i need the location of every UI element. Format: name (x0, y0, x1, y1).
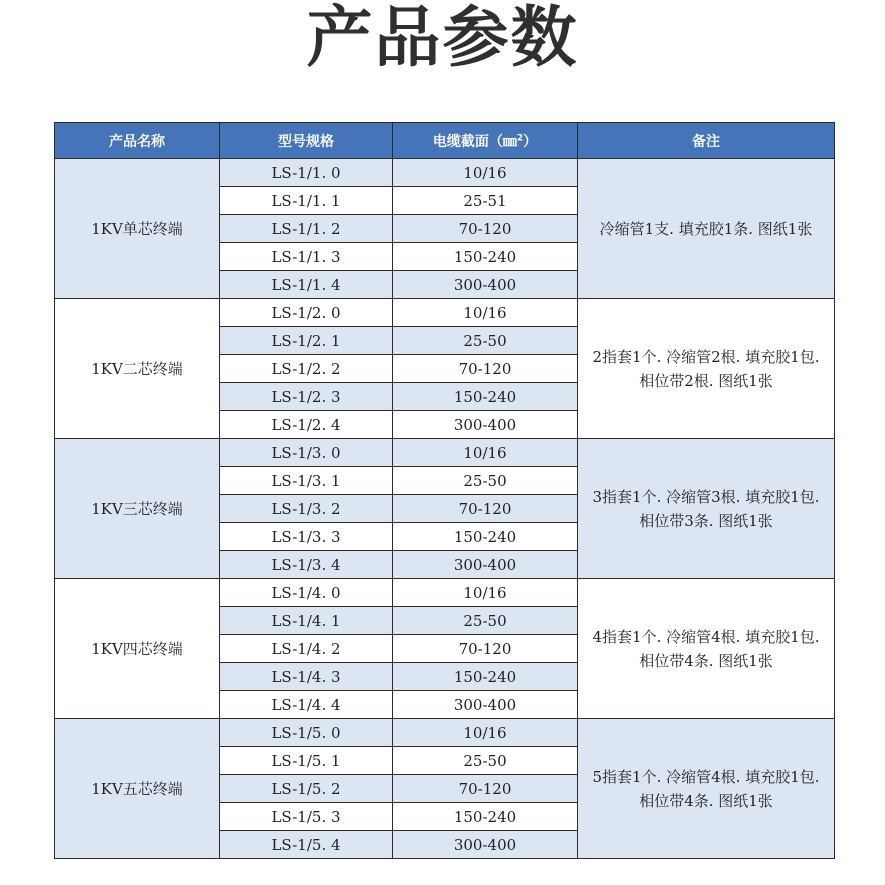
section-cell: 300-400 (393, 411, 578, 439)
model-cell: LS-1/1. 4 (220, 271, 393, 299)
section-cell: 25-50 (393, 607, 578, 635)
section-cell: 25-50 (393, 467, 578, 495)
model-cell: LS-1/4. 3 (220, 663, 393, 691)
section-cell: 10/16 (393, 439, 578, 467)
section-cell: 70-120 (393, 775, 578, 803)
table-header-row (55, 123, 835, 159)
model-cell: LS-1/2. 4 (220, 411, 393, 439)
product-name-cell: 1KV三芯终端 (55, 439, 220, 579)
header-cable-section-close: ） (523, 133, 538, 150)
product-group (55, 159, 835, 299)
section-cell: 70-120 (393, 215, 578, 243)
product-parameter-table (54, 122, 835, 859)
section-cell: 150-240 (393, 523, 578, 551)
model-cell: LS-1/3. 2 (220, 495, 393, 523)
model-cell: LS-1/4. 2 (220, 635, 393, 663)
product-name-cell: 1KV五芯终端 (55, 719, 220, 859)
model-cell: LS-1/5. 3 (220, 803, 393, 831)
section-cell: 10/16 (393, 159, 578, 187)
page-title: 产品参数 (306, 0, 579, 76)
model-cell: LS-1/2. 2 (220, 355, 393, 383)
table-row (55, 579, 835, 607)
section-cell: 150-240 (393, 663, 578, 691)
section-cell: 25-50 (393, 327, 578, 355)
table-row (55, 299, 835, 327)
header-product-name: 产品名称 (55, 123, 220, 159)
section-cell: 300-400 (393, 551, 578, 579)
section-cell: 10/16 (393, 579, 578, 607)
model-cell: LS-1/3. 1 (220, 467, 393, 495)
model-cell: LS-1/1. 0 (220, 159, 393, 187)
note-cell: 4指套1个. 冷缩管4根. 填充胶1包. 相位带4条. 图纸1张 (578, 579, 835, 719)
note-cell: 3指套1个. 冷缩管3根. 填充胶1包. 相位带3条. 图纸1张 (578, 439, 835, 579)
model-cell: LS-1/2. 1 (220, 327, 393, 355)
note-cell: 5指套1个. 冷缩管4根. 填充胶1包. 相位带4条. 图纸1张 (578, 719, 835, 859)
header-cable-section-sup: 2 (516, 132, 524, 143)
model-cell: LS-1/1. 3 (220, 243, 393, 271)
section-cell: 10/16 (393, 719, 578, 747)
model-cell: LS-1/5. 4 (220, 831, 393, 859)
section-cell: 150-240 (393, 383, 578, 411)
section-cell: 25-51 (393, 187, 578, 215)
section-cell: 70-120 (393, 495, 578, 523)
model-cell: LS-1/2. 3 (220, 383, 393, 411)
product-name-cell: 1KV单芯终端 (55, 159, 220, 299)
section-cell: 10/16 (393, 299, 578, 327)
header-model-spec: 型号规格 (220, 123, 393, 159)
section-cell: 70-120 (393, 635, 578, 663)
product-name-cell: 1KV四芯终端 (55, 579, 220, 719)
product-group (55, 579, 835, 719)
product-name-cell: 1KV二芯终端 (55, 299, 220, 439)
model-cell: LS-1/3. 4 (220, 551, 393, 579)
section-cell: 300-400 (393, 691, 578, 719)
section-cell: 300-400 (393, 271, 578, 299)
model-cell: LS-1/4. 4 (220, 691, 393, 719)
section-cell: 150-240 (393, 243, 578, 271)
model-cell: LS-1/5. 0 (220, 719, 393, 747)
model-cell: LS-1/1. 2 (220, 215, 393, 243)
model-cell: LS-1/5. 1 (220, 747, 393, 775)
model-cell: LS-1/2. 0 (220, 299, 393, 327)
note-cell: 冷缩管1支. 填充胶1条. 图纸1张 (578, 159, 835, 299)
model-cell: LS-1/3. 0 (220, 439, 393, 467)
product-group (55, 719, 835, 859)
product-group (55, 299, 835, 439)
model-cell: LS-1/3. 3 (220, 523, 393, 551)
table-row (55, 439, 835, 467)
product-group (55, 439, 835, 579)
section-cell: 150-240 (393, 803, 578, 831)
section-cell: 25-50 (393, 747, 578, 775)
table-row (55, 159, 835, 187)
note-cell: 2指套1个. 冷缩管2根. 填充胶1包. 相位带2根. 图纸1张 (578, 299, 835, 439)
model-cell: LS-1/4. 0 (220, 579, 393, 607)
header-cable-section-label: 电缆截面（㎜ (432, 133, 517, 150)
header-cable-section (393, 123, 578, 159)
model-cell: LS-1/4. 1 (220, 607, 393, 635)
header-note: 备注 (578, 123, 835, 159)
model-cell: LS-1/5. 2 (220, 775, 393, 803)
table-row (55, 719, 835, 747)
section-cell: 70-120 (393, 355, 578, 383)
section-cell: 300-400 (393, 831, 578, 859)
model-cell: LS-1/1. 1 (220, 187, 393, 215)
